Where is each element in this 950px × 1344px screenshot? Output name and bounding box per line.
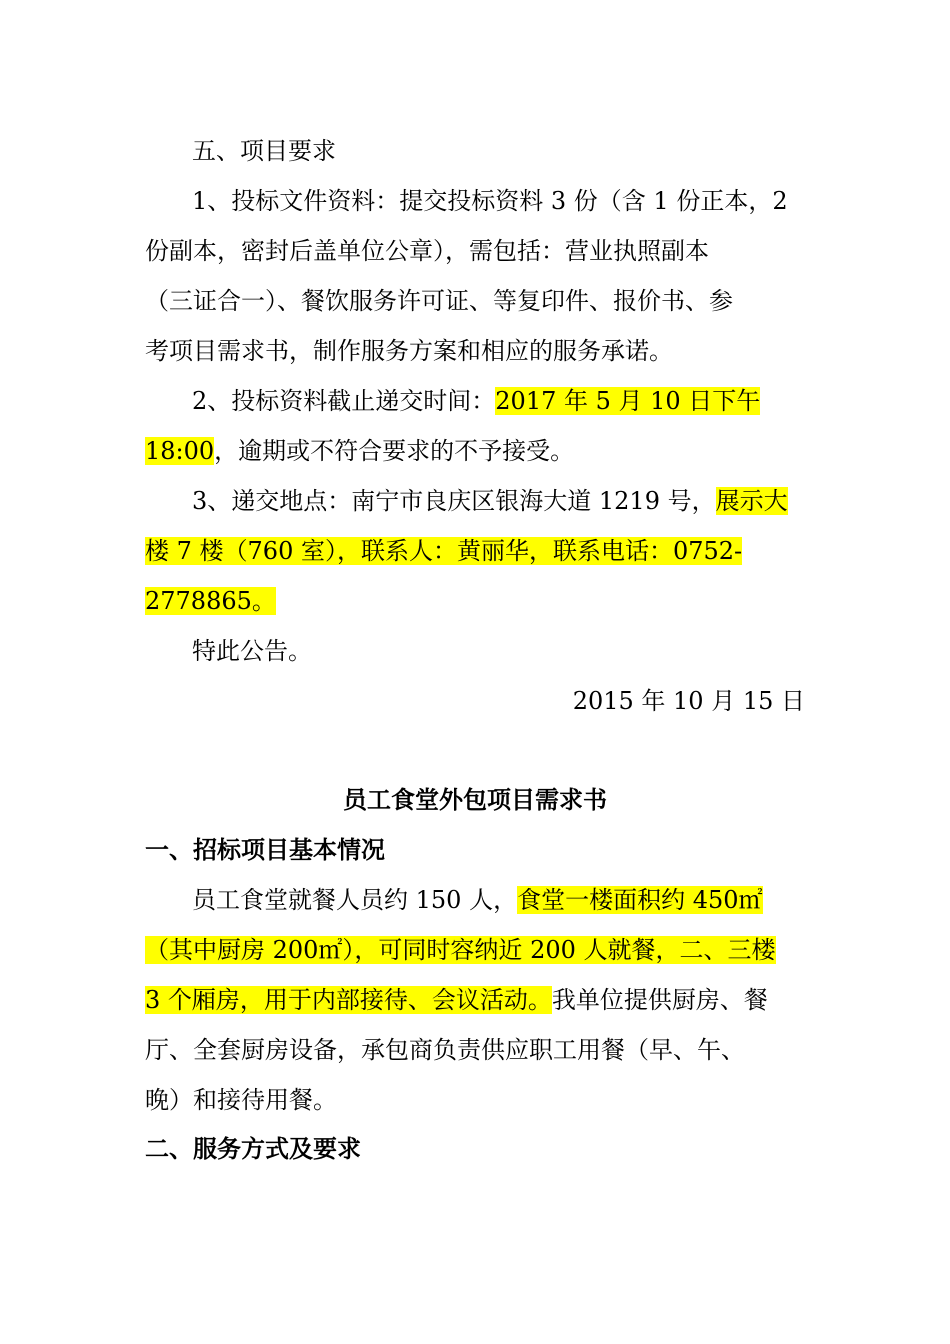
item2-line2 [145,433,574,469]
notice-text: 特此公告。 [192,637,312,665]
deadline-time-highlight: 18:00 [145,437,215,465]
capacity-highlight: （其中厨房 200㎡），可同时容纳近 200 人就餐，二、三楼 [145,936,776,964]
basic-info-line2 [145,932,776,968]
item2-line1 [192,383,760,419]
basic-info-line4: 厅、全套厨房设备，承包商负责供应职工用餐（早、午、 [145,1036,745,1064]
staff-count-text: 员工食堂就餐人员约 150 人， [192,886,518,914]
item2-suffix: ，逾期或不符合要求的不予接受。 [214,437,575,465]
location-highlight: 展示大 [715,487,788,515]
basic-info-line1 [192,882,763,918]
provision-text: 我单位提供厨房、餐 [551,986,768,1014]
item3-line1 [192,483,788,519]
basic-info-line5: 晚）和接待用餐。 [145,1086,337,1114]
item1-line2: 份副本，密封后盖单位公章），需包括：营业执照副本 [145,237,709,265]
item3-line3 [145,583,276,619]
notice-date: 2015 年 10 月 15 日 [572,687,805,715]
item3-address: 3、递交地点：南宁市良庆区银海大道 1219 号， [192,487,716,515]
contact-highlight: 楼 7 楼（760 室），联系人：黄丽华，联系电话：0752- [145,537,743,565]
item1-line1: 1、投标文件资料：提交投标资料 3 份（含 1 份正本，2 [192,187,788,215]
phone-highlight: 2778865。 [145,587,276,615]
section-heading-basic-info: 一、招标项目基本情况 [145,836,385,864]
area-highlight: 食堂一楼面积约 450㎡ [517,886,763,914]
section-heading-service-mode: 二、服务方式及要求 [145,1135,361,1163]
item1-line4: 考项目需求书，制作服务方案和相应的服务承诺。 [145,337,673,365]
deadline-highlight: 2017 年 5 月 10 日下午 [495,387,761,415]
basic-info-line3 [145,982,768,1018]
rooms-highlight: 3 个厢房，用于内部接待、会议活动。 [145,986,552,1014]
item3-line2 [145,533,742,569]
requirements-title: 员工食堂外包项目需求书 [343,786,607,814]
item1-line3: （三证合一）、餐饮服务许可证、等复印件、报价书、参 [145,287,733,315]
item2-label: 2、投标资料截止递交时间： [192,387,496,415]
section-heading-project-requirements: 五、项目要求 [192,137,336,165]
